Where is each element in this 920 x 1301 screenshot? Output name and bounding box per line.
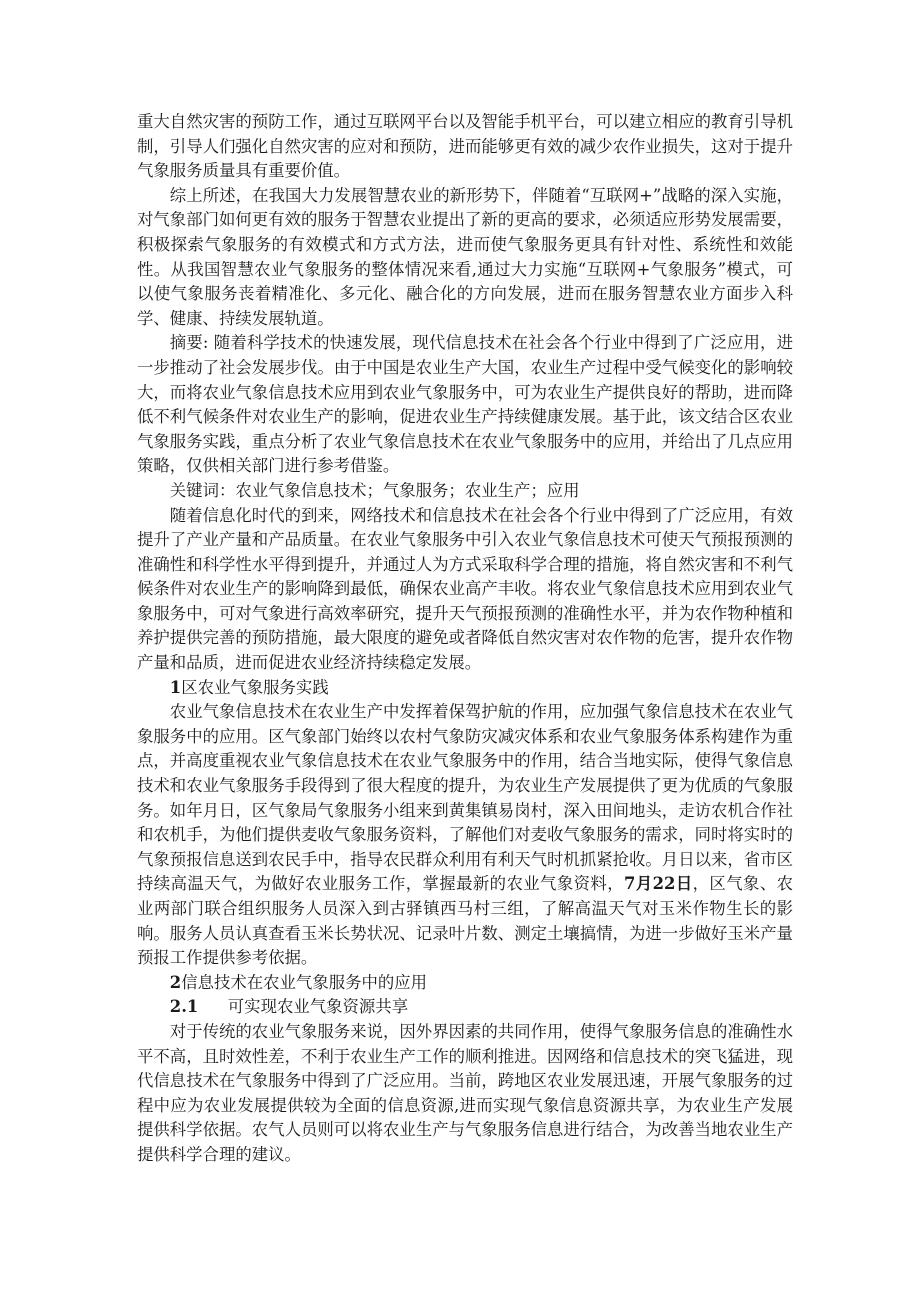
abstract-paragraph: 摘要: 随着科学技术的快速发展，现代信息技术在社会各个行业中得到了广泛应用，进一步推动了社会发展步伐。由于中国是农业生产大国，农业生产过程中受气候变化的影响较大，而将农业气象信息技术应用到农业气象服务中，可为农业生产提供良好的帮助，进而降低不利气候条件对农业生产的影响，促进农业生产持续健康发展。基于此，该文结合区农业气象服务实践，重点分析了农业气象信息技术在农业气象服务中的应用，并给出了几点应用策略，仅供相关部门进行参考借鉴。 bbox=[137, 333, 793, 476]
subsection-title: 可实现农业气象资源共享 bbox=[227, 997, 409, 1017]
section-1-text-b: ，区气象、农业两部门联合组织服务人员深入到古驿镇西马村三组，了解高温天气对玉米作物生长的影响。服务人员认真查看玉米长势状况、记录叶片数、测定土壤搞情，为进一步做好玉米产量预报工作提供参考依据。 bbox=[137, 874, 794, 968]
section-number: 1 bbox=[169, 677, 182, 697]
subsection-2-1-paragraph: 对于传统的农业气象服务来说，因外界因素的共同作用，使得气象服务信息的准确性水平不高，且时效性差，不利于农业生产工作的顺利推进。因网络和信息技术的突飞猛进，现代信息技术在气象服务中得到了广泛应用。当前，跨地区农业发展迅速，开展气象服务的过程中应为农业发展提供较为全面的信息资源,进而实现气象信息资源共享，为农业生产发展提供科学依据。农气人员则可以将农业生产与气象服务信息进行结合，为改善当地农业生产提供科学合理的建议。 bbox=[137, 1021, 793, 1164]
subsection-number: 2.1 bbox=[169, 997, 199, 1017]
paragraph: 重大自然灾害的预防工作，通过互联网平台以及智能手机平台，可以建立相应的教育引导机制，引导人们强化自然灾害的应对和预防，进而能够更有效的减少农作业损失，这对于提升气象服务质量具有重要价值。 bbox=[137, 112, 793, 181]
subsection-heading-2-1 bbox=[137, 995, 793, 1020]
intro-paragraph: 随着信息化时代的到来，网络技术和信息技术在社会各个行业中得到了广泛应用，有效提升了产业产量和产品质量。在农业气象服务中引入农业气象信息技术可使天气预报预测的准确性和科学性水平得到提升，并通过人为方式采取科学合理的措施，将自然灾害和不利气候条件对农业生产的影响降到最低，确保农业高产丰收。将农业气象信息技术应用到农业气象服务中，可对气象进行高效率研究，提升天气预报预测的准确性水平，并为农作物种植和养护提供完善的预防措施，最大限度的避免或者降低自然灾害对农作物的危害，提升农作物产量和品质，进而促进农业经济持续稳定发展。 bbox=[137, 505, 793, 673]
section-1-text-a: 农业气象信息技术在农业生产中发挥着保驾护航的作用，应加强气象信息技术在农业气象服务中的应用。区气象部门始终以农村气象防灾减灾体系和农业气象服务体系构建作为重点，并高度重视农业气象信息技术在农业气象服务中的作用，结合当地实际，使得气象信息技术和农业气象服务手段得到了很大程度的提升，为农业生产发展提供了更为优质的气象服务。如年月日，区气象局气象服务小组来到黄集镇易岗村，深入田间地头，走访农机合作社和农机手，为他们提供麦收气象服务资料，了解他们对麦收气象服务的需求，同时将实时的气象预报信息送到农民手中，指导农民群众利用有利天气时机抓紧抢收。月日以来，省市区持续高温天气，为做好农业服务工作，掌握最新的农业气象资料， bbox=[137, 702, 793, 894]
section-title: 区农业气象服务实践 bbox=[181, 677, 329, 697]
section-heading-2 bbox=[137, 971, 793, 996]
section-1-paragraph bbox=[137, 700, 793, 971]
section-heading-1 bbox=[137, 676, 793, 701]
document-page bbox=[137, 110, 793, 1168]
section-number: 2 bbox=[169, 972, 182, 992]
paragraph: 综上所述，在我国大力发展智慧农业的新形势下，伴随着“互联网+”战略的深入实施，对气象部门如何更有效的服务于智慧农业提出了新的更高的要求，必须适应形势发展需要，积极探索气象服务的有效模式和方式方法，进而使气象服务更具有针对性、系统性和效能性。从我国智慧农业气象服务的整体情况来看,通过大力实施“互联网+气象服务”模式，可以使气象服务丧着精准化、多元化、融合化的方向发展，进而在服务智慧农业方面步入科学、健康、持续发展轨道。 bbox=[137, 185, 793, 328]
keywords-paragraph: 关键词：农业气象信息技术；气象服务；农业生产；应用 bbox=[169, 480, 580, 500]
section-title: 信息技术在农业气象服务中的应用 bbox=[181, 972, 428, 992]
section-1-date: 7月22日 bbox=[624, 874, 693, 894]
